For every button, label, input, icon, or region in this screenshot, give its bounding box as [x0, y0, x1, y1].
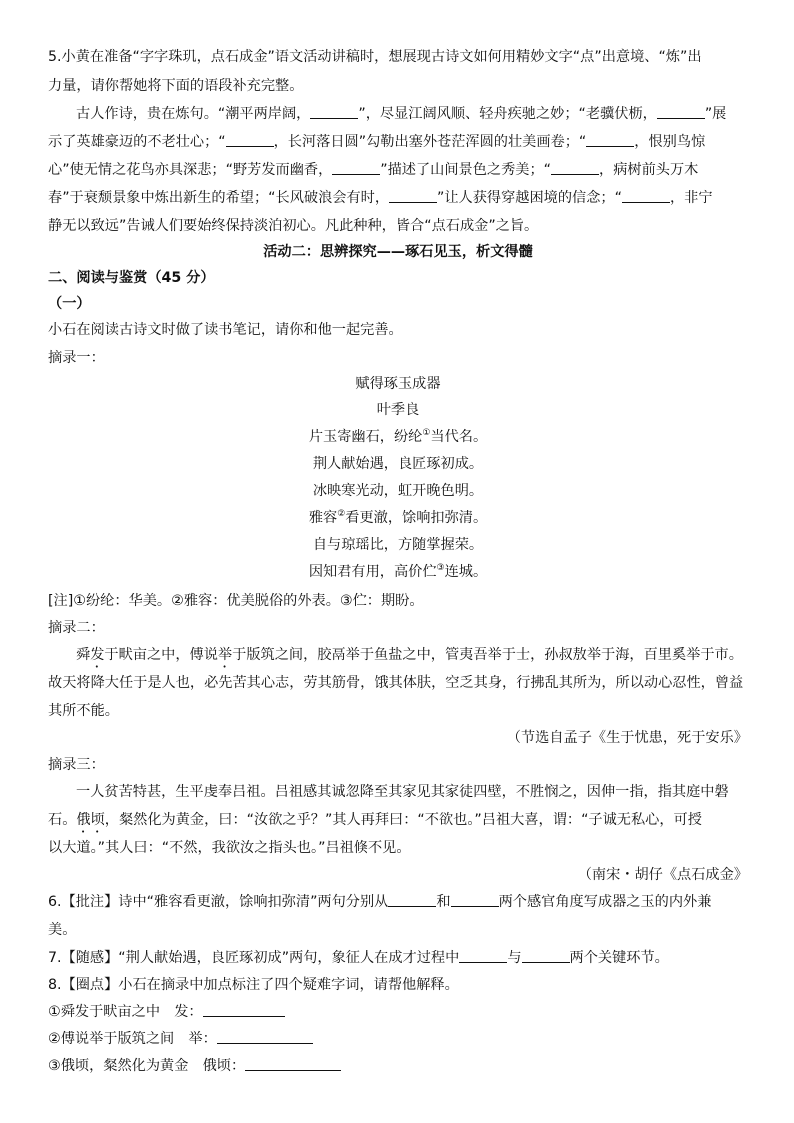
activity-heading: 活动二：思辨探究——琢石见玉，析文得髓 [263, 244, 533, 260]
poem-notes: [注]①纷纶：华美。②雅容：优美脱俗的外表。③伫：期盼。 [48, 593, 424, 609]
marked-word: 举 [217, 647, 233, 663]
excerpt-2-line-3: 其所不能。 [48, 703, 119, 719]
poem-author: 叶季良 [376, 402, 420, 418]
excerpt-3-line-2: 石。俄顷，粲然化为黄金，曰：“汝欲之乎？”其人再拜曰：“不欲也。”吕祖大喜，谓：“子诚无私心，可授 [48, 812, 702, 828]
answer-blank[interactable] [245, 1054, 341, 1071]
q5-para-line-3: 心”使无情之花鸟亦具深悲；“野芳发而幽香， ”描述了山间景色之秀美；“ ，病树前头万木 [48, 157, 748, 184]
answer-blank[interactable] [451, 890, 499, 907]
excerpt-3-line-1: 一人贫苦特甚，生平虔奉吕祖。吕祖感其诚忽降至其家见其家徒四壁，不胜悯之，因伸一指，指其庭中磐 [76, 784, 729, 800]
excerpt-3-label: 摘录三： [48, 757, 105, 773]
excerpt-2-source: （节选自孟子《生于忧患，死于安乐》 [506, 730, 748, 746]
poem-line: 冰映寒光动，虹开晚色明。 [312, 483, 484, 499]
poem-line: 因知君有用，高价伫③连城。 [308, 563, 488, 580]
answer-blank[interactable] [332, 158, 380, 175]
poem-line: 雅容②看更澈，馀响扣弥清。 [308, 509, 488, 526]
footnote-marker: ① [422, 428, 431, 438]
q5-para-line-1: 古人作诗，贵在炼句。“潮平两岸阔， ”，尽显江阔风顺、轻舟疾驰之妙；“老骥伏枥， ”展 [76, 101, 748, 128]
q7: 7.【随感】“荆人献始遇，良匠琢初成”两句，象征人在成才过程中 与 两个关键环节。 [48, 945, 748, 972]
answer-blank[interactable] [551, 158, 599, 175]
excerpt-2-line-2: 故天将降大任于是人也，必先苦其心志，劳其筋骨，饿其体肤，空乏其身，行拂乱其所为，所以动心忍性，曾益 [48, 675, 744, 691]
answer-blank[interactable] [657, 102, 705, 119]
q6-line-2: 美。 [48, 922, 77, 938]
answer-blank[interactable] [459, 946, 507, 963]
answer-blank[interactable] [217, 1027, 313, 1044]
answer-blank[interactable] [310, 102, 358, 119]
answer-blank[interactable] [586, 130, 634, 147]
part-heading: （一） [48, 296, 91, 312]
q8-prompt: 8.【圈点】小石在摘录中加点标注了四个疑难字词，请帮他解释。 [48, 977, 459, 993]
q8-item-3: ③俄顷，粲然化为黄金 俄顷： [48, 1053, 748, 1080]
excerpt-1-label: 摘录一： [48, 350, 105, 366]
q5-para-line-2: 示了英雄豪迈的不老壮心；“ ，长河落日圆”勾勒出塞外苍茫浑圆的壮美画卷；“ ，恨别鸟惊 [48, 129, 748, 156]
poem-line: 荆人献始遇，良匠琢初成。 [312, 456, 484, 472]
marked-word: 俄顷 [76, 812, 105, 828]
answer-blank[interactable] [389, 186, 437, 203]
q6-line-1: 6.【批注】诗中“雅容看更澈，馀响扣弥清”两句分别从 和 两个感官角度写成器之玉的内外兼 [48, 889, 748, 916]
section-heading: 二、阅读与鉴赏（45 分） [48, 270, 215, 286]
answer-blank[interactable] [203, 1000, 285, 1017]
marked-word: 发 [90, 647, 105, 663]
q5-line-2: 力量，请你帮她将下面的语段补充完整。 [48, 78, 304, 94]
excerpt-2-line-1: 舜发于畎亩之中，傅说举于版筑之间，胶鬲举于鱼盐之中，管夷吾举于士，孙叔敖举于海，百里奚举于市。 [76, 647, 743, 663]
excerpt-2-label: 摘录二： [48, 620, 105, 636]
q5-line-1: 5.小黄在准备“字字珠玑，点石成金”语文活动讲稿时，想展现古诗文如何用精妙文字“点”出意境、“炼”出 [48, 49, 702, 65]
q8-item-2: ②傅说举于版筑之间 举： [48, 1026, 748, 1053]
excerpt-3-line-3: 以大道。”其人曰：“不然，我欲汝之指头也。”吕祖倏不见。 [48, 840, 411, 856]
intro-text: 小石在阅读古诗文时做了读书笔记，请你和他一起完善。 [48, 322, 403, 338]
poem-line: 自与琼瑶比，方随掌握荣。 [312, 537, 484, 553]
answer-blank[interactable] [226, 130, 274, 147]
q8-item-1: ①舜发于畎亩之中 发： [48, 999, 748, 1026]
excerpt-3-source: （南宋・胡仔《点石成金》 [577, 867, 748, 883]
answer-blank[interactable] [388, 890, 436, 907]
poem-line: 片玉寄幽石，纷纶①当代名。 [308, 428, 488, 445]
q5-para-line-5: 静无以致远”告诫人们要始终保持淡泊初心。凡此种种，皆合“点石成金”之旨。 [48, 218, 539, 234]
footnote-marker: ③ [436, 563, 445, 573]
q5-para-line-4: 春”于衰颓景象中炼出新生的希望；“长风破浪会有时， ”让人获得穿越困境的信念；“ ，非宁 [48, 185, 748, 212]
answer-blank[interactable] [622, 186, 670, 203]
poem-title: 赋得琢玉成器 [355, 376, 441, 392]
answer-blank[interactable] [522, 946, 570, 963]
footnote-marker: ② [337, 509, 346, 519]
